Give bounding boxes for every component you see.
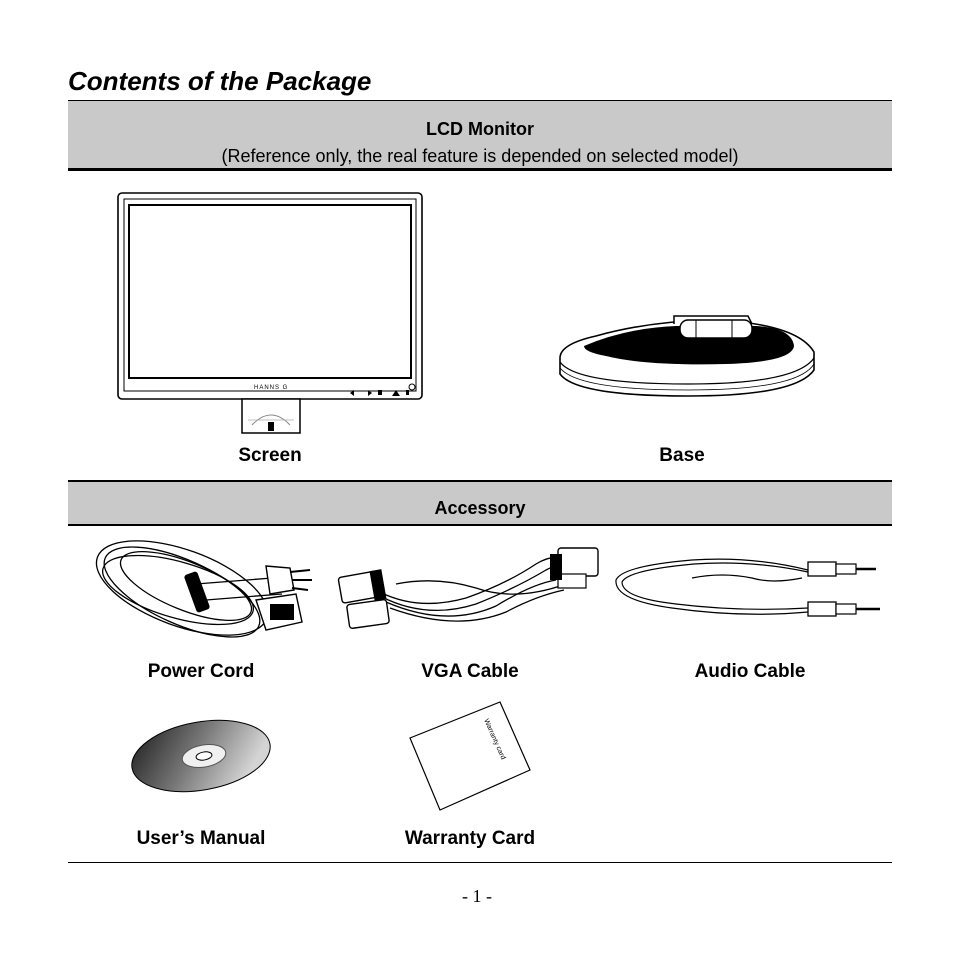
- accessory-heading: Accessory: [434, 498, 526, 518]
- base-label: Base: [659, 445, 705, 466]
- warranty-card-text: Warranty card: [482, 717, 507, 761]
- lcd-monitor-subheading: (Reference only, the real feature is depended on selected model): [221, 146, 739, 166]
- base-illustration: [556, 312, 820, 400]
- users-manual-label: User’s Manual: [136, 828, 266, 849]
- screen-label: Screen: [238, 445, 302, 466]
- screen-illustration: [112, 190, 428, 438]
- page-number: - 1 -: [462, 886, 492, 906]
- lcd-monitor-header: [68, 100, 892, 171]
- lcd-monitor-heading: LCD Monitor: [426, 119, 534, 139]
- warranty-card-illustration: [402, 698, 538, 816]
- bezel-brand: HANNS G: [254, 385, 289, 391]
- audio-cable-label: Audio Cable: [694, 661, 806, 682]
- bottom-divider: [68, 862, 892, 863]
- page-title: Contents of the Package: [68, 66, 372, 96]
- power-cord-label: Power Cord: [147, 661, 255, 682]
- audio-cable-illustration: [612, 548, 888, 628]
- warranty-card-label: Warranty Card: [404, 828, 536, 849]
- vga-cable-label: VGA Cable: [421, 661, 519, 682]
- vga-cable-illustration: [336, 540, 606, 634]
- power-cord-illustration: [86, 530, 318, 654]
- accessory-header: [68, 480, 892, 526]
- users-manual-cd-illustration: [126, 716, 276, 796]
